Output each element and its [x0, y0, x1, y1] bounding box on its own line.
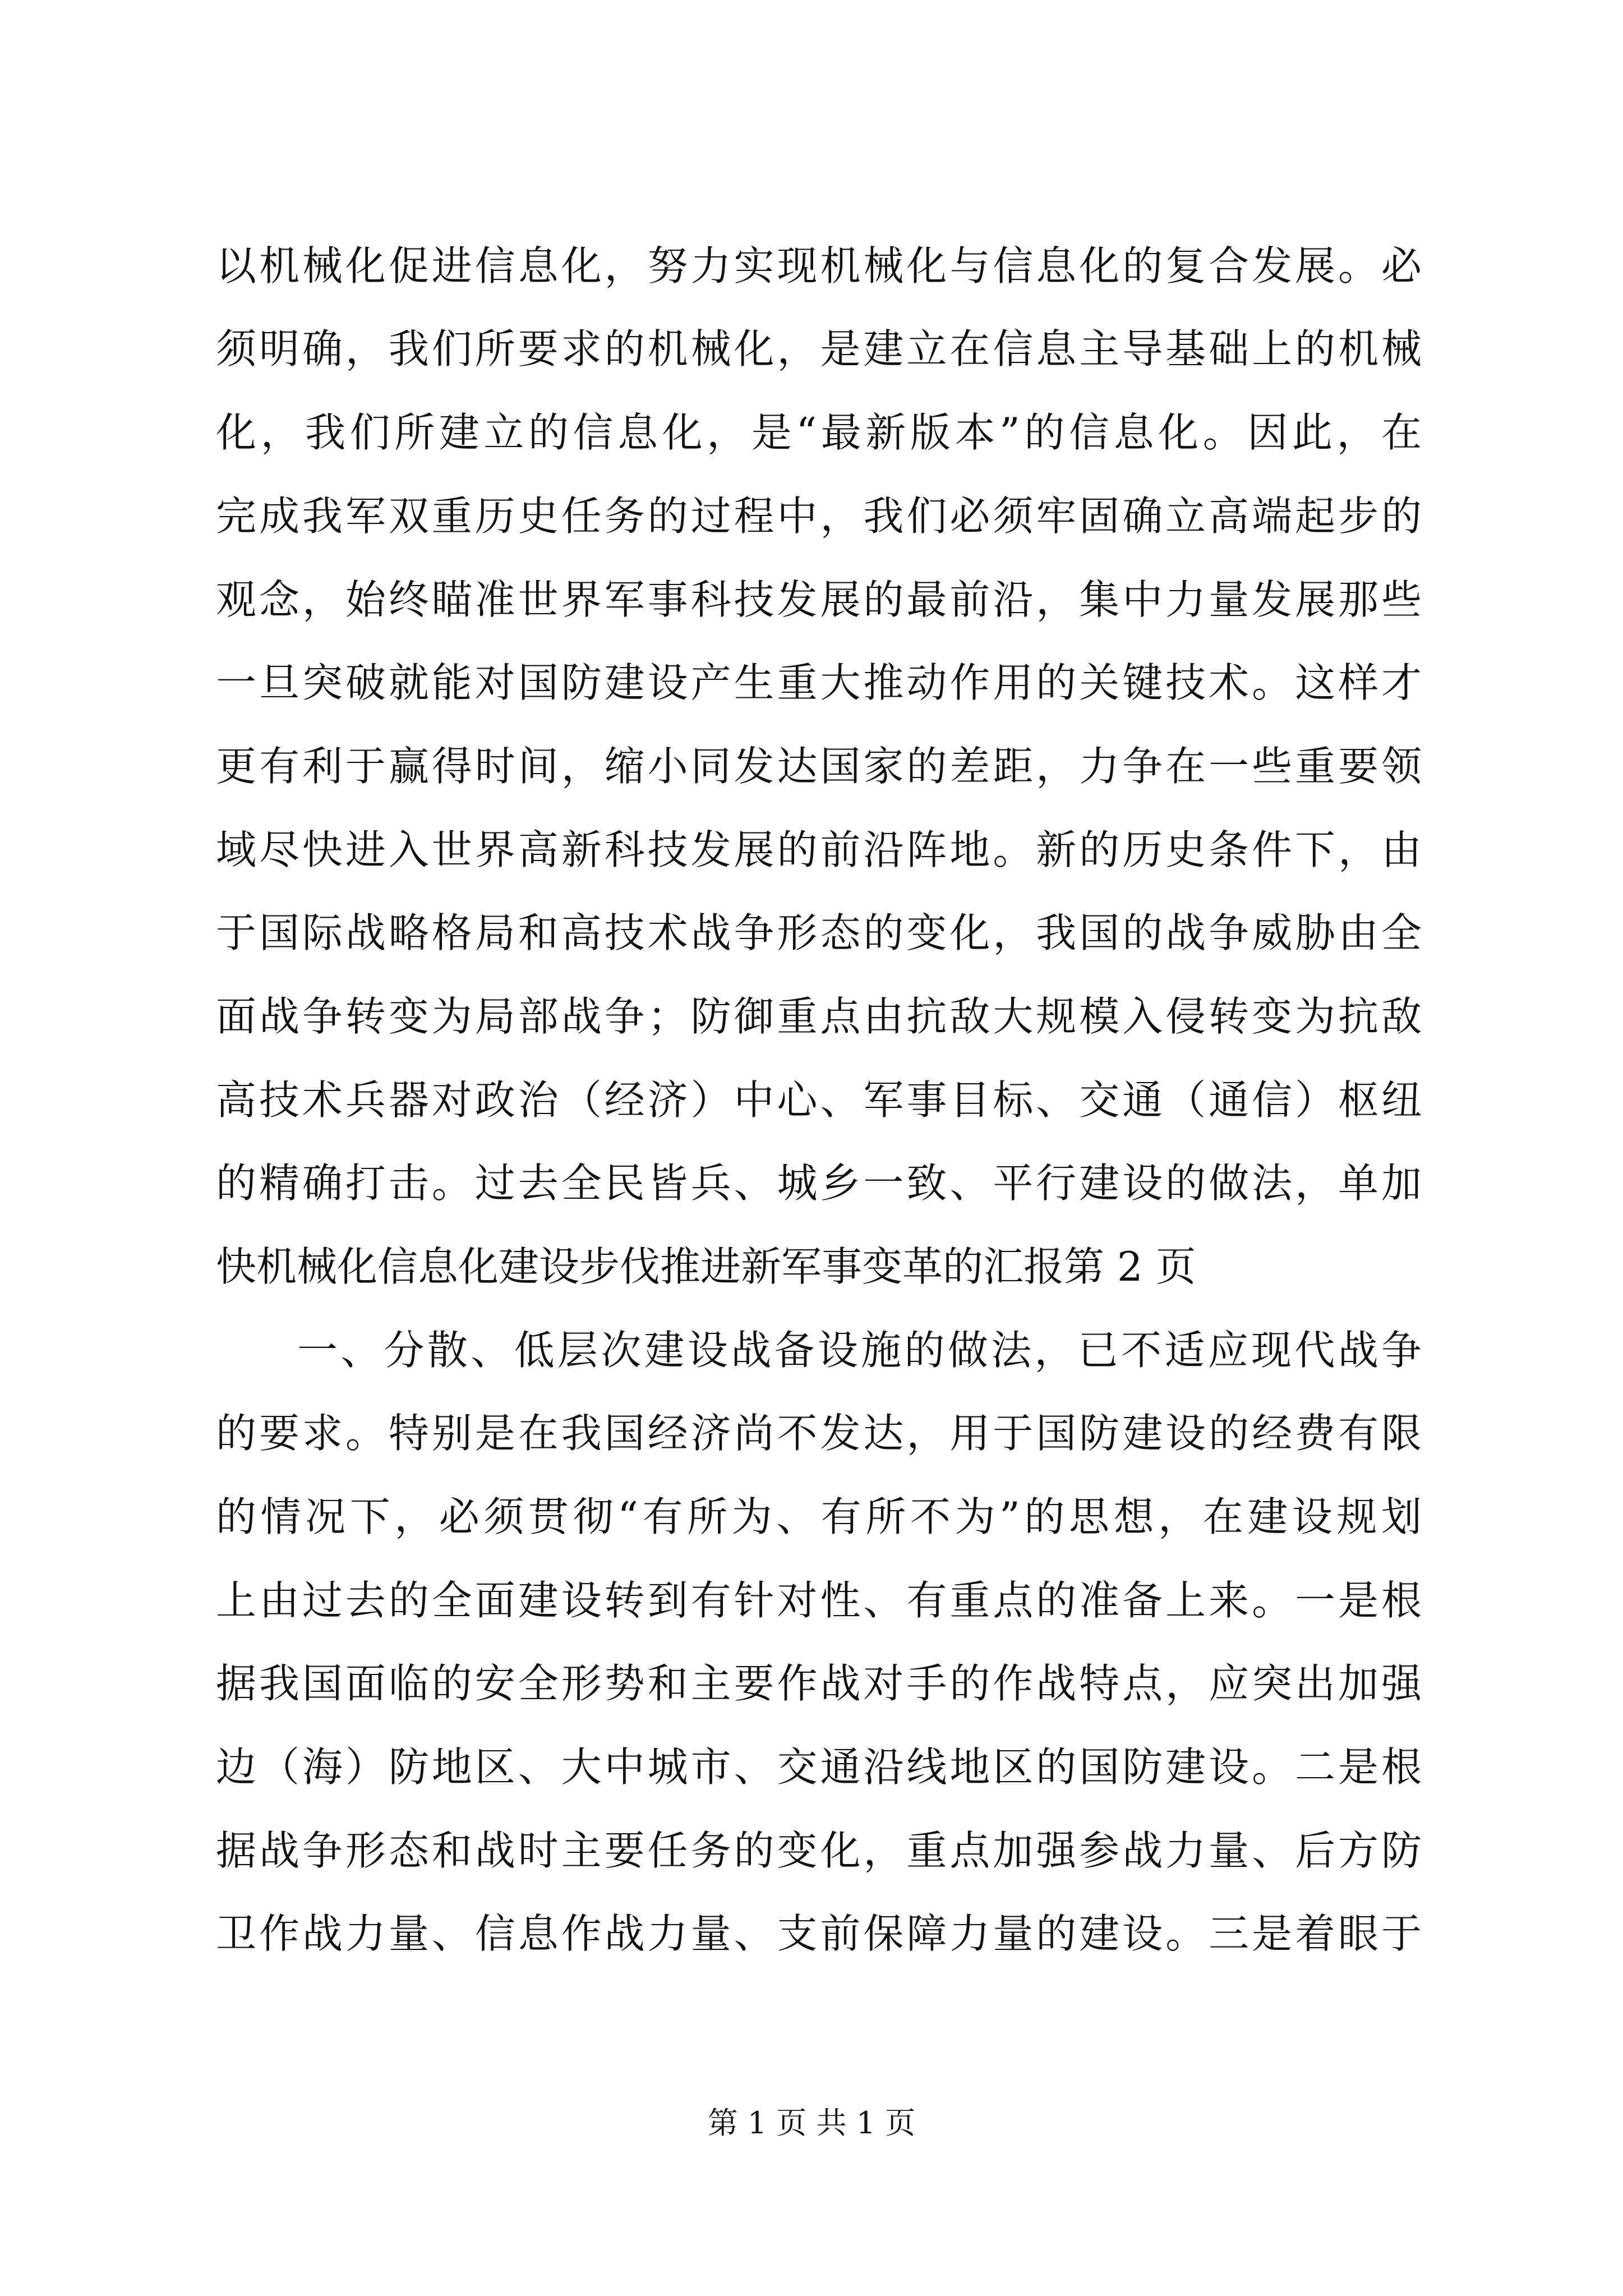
- page-number-label: 第 1 页 共 1 页: [707, 2105, 916, 2141]
- text-line: 的情况下，必须贯彻“有所为、有所不为”的思想，在建设规划: [216, 1493, 1422, 1540]
- text-line: 于国际战略格局和高技术战争形态的变化，我国的战争威胁由全: [216, 909, 1422, 956]
- text-line: 观念，始终瞄准世界军事科技发展的最前沿，集中力量发展那些: [216, 576, 1422, 623]
- text-line: 须明确，我们所要求的机械化，是建立在信息主导基础上的机械: [216, 325, 1422, 372]
- text-line: 以机械化促进信息化，努力实现机械化与信息化的复合发展。必: [216, 242, 1422, 289]
- text-line: 上由过去的全面建设转到有针对性、有重点的准备上来。一是根: [216, 1577, 1422, 1624]
- text-line: 完成我军双重历史任务的过程中，我们必须牢固确立高端起步的: [216, 493, 1422, 540]
- page-break-title-line: 快机械化信息化建设步伐推进新军事变革的汇报第 2 页: [216, 1243, 1196, 1290]
- text-line: 的要求。特别是在我国经济尚不发达，用于国防建设的经费有限: [216, 1410, 1422, 1457]
- text-line: 一旦突破就能对国防建设产生重大推动作用的关键技术。这样才: [216, 659, 1422, 706]
- text-line: 高技术兵器对政治（经济）中心、军事目标、交通（通信）枢纽: [216, 1076, 1422, 1124]
- text-line: 的精确打击。过去全民皆兵、城乡一致、平行建设的做法，单加: [216, 1159, 1422, 1207]
- text-line: 更有利于赢得时间，缩小同发达国家的差距，力争在一些重要领: [216, 743, 1422, 790]
- text-line: 域尽快进入世界高新科技发展的前沿阵地。新的历史条件下，由: [216, 826, 1422, 873]
- text-line: 面战争转变为局部战争；防御重点由抗敌大规模入侵转变为抗敌: [216, 993, 1422, 1040]
- text-line: 据我国面临的安全形势和主要作战对手的作战特点，应突出加强: [216, 1660, 1422, 1707]
- text-line: 化，我们所建立的信息化，是“最新版本”的信息化。因此，在: [216, 409, 1422, 456]
- text-line: 边（海）防地区、大中城市、交通沿线地区的国防建设。二是根: [216, 1743, 1422, 1791]
- page-footer: [0, 2101, 1623, 2146]
- text-line: 卫作战力量、信息作战力量、支前保障力量的建设。三是着眼于: [216, 1910, 1422, 1957]
- paragraph-first-line: 一、分散、低层次建设战备设施的做法，已不适应现代战争: [297, 1327, 1422, 1374]
- text-line: 据战争形态和战时主要任务的变化，重点加强参战力量、后方防: [216, 1827, 1422, 1874]
